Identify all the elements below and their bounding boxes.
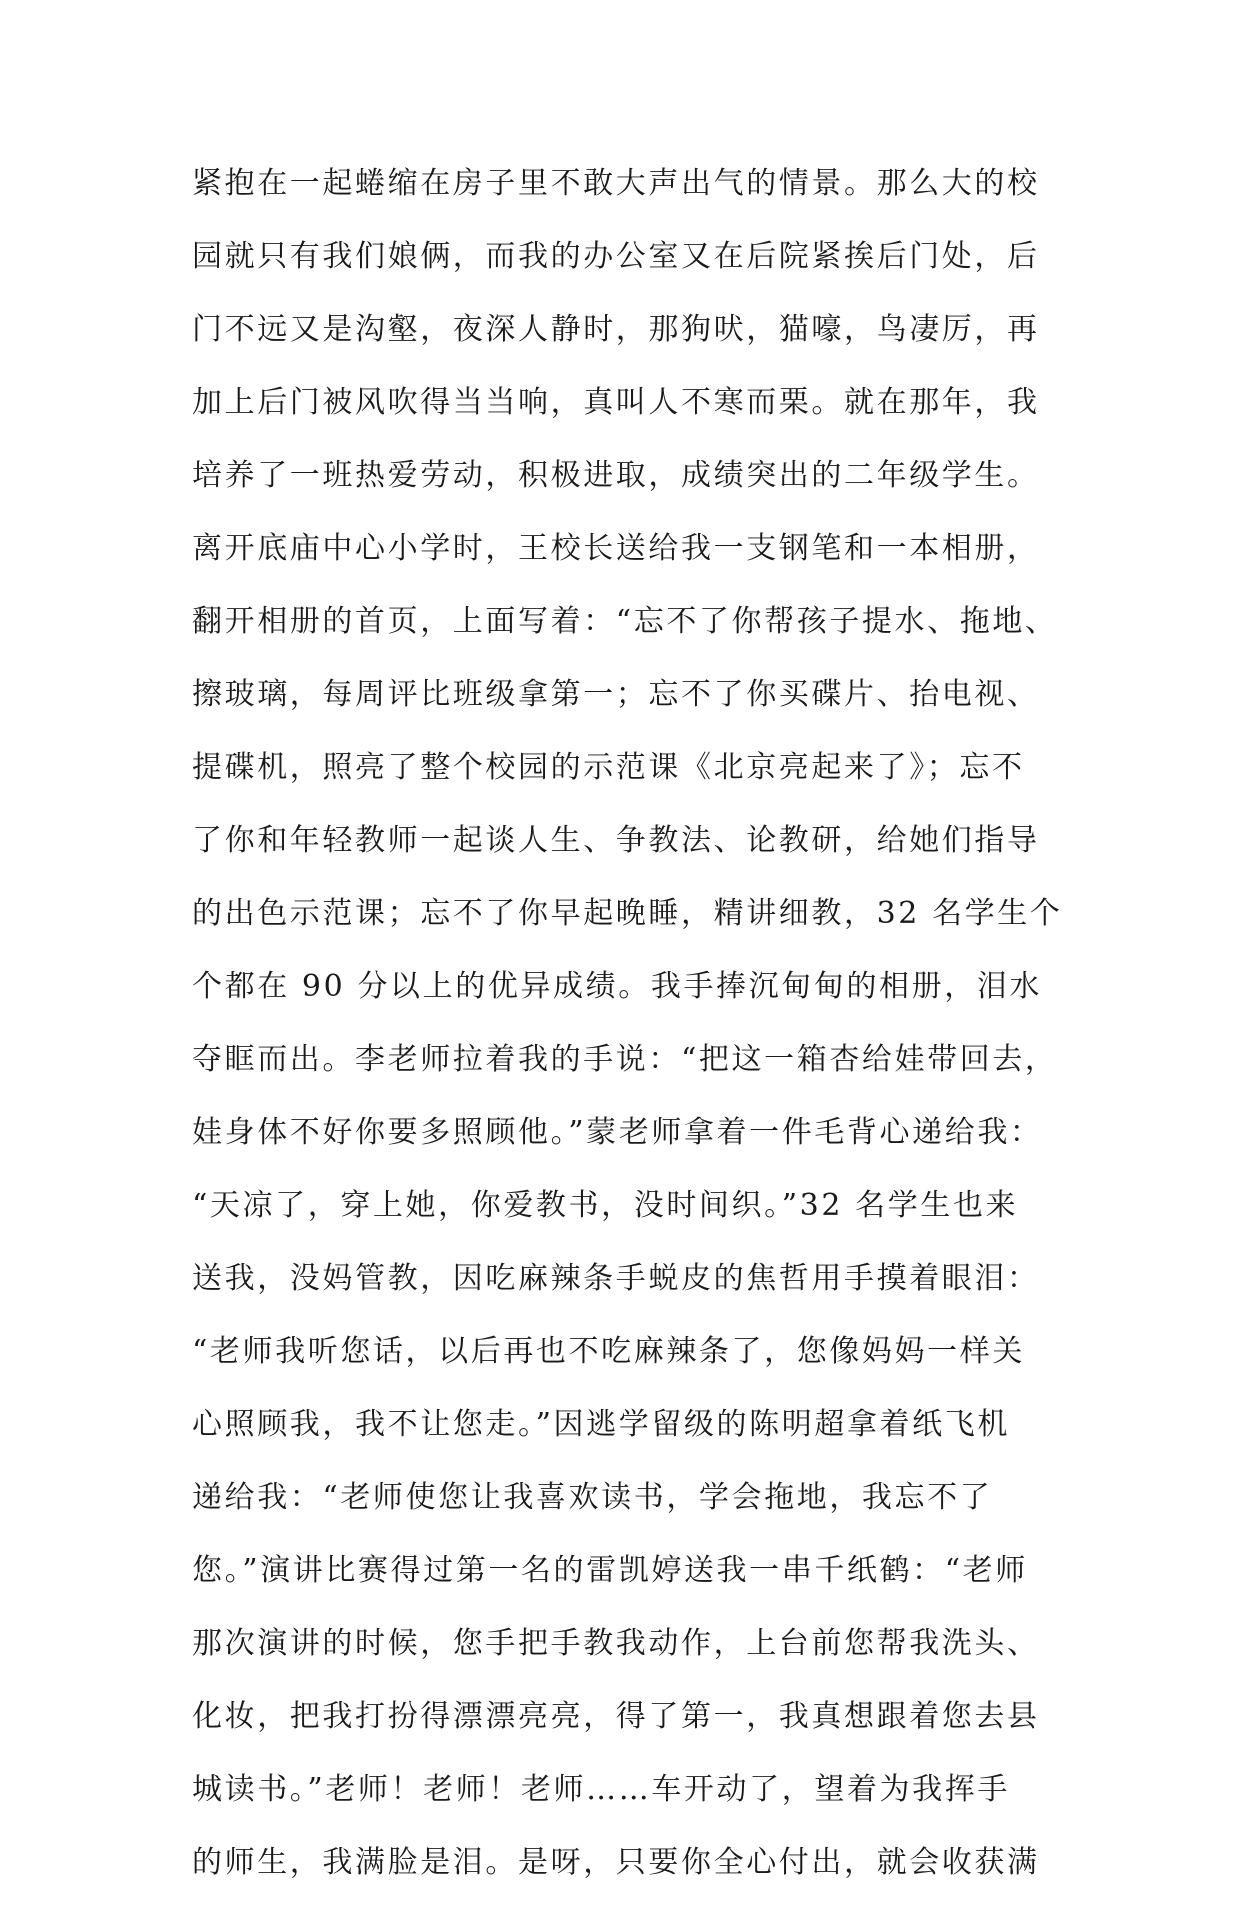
text-line-20: 您。”演讲比赛得过第一名的雷凯婷送我一串千纸鹤：“老师 (192, 1553, 1028, 1588)
text-line-15: “天凉了，穿上她，你爱教书，没时间织。”32 名学生也来 (192, 1188, 1019, 1223)
text-line-9: 提碟机，照亮了整个校园的示范课《北京亮起来了》；忘不 (192, 750, 1025, 785)
text-line-17: “老师我听您话，以后再也不吃麻辣条了，您像妈妈一样关 (192, 1334, 1025, 1369)
text-line-10: 了你和年轻教师一起谈人生、争教法、论教研，给她们指导 (192, 823, 1040, 858)
text-line-11: 的出色示范课；忘不了你早起晚睡，精讲细教，32 名学生个 (192, 896, 1063, 931)
text-line-14: 娃身体不好你要多照顾他。”蒙老师拿着一件毛背心递给我： (192, 1115, 1043, 1150)
text-line-22: 化妆，把我打扮得漂漂亮亮，得了第一，我真想跟着您去县 (192, 1699, 1040, 1734)
text-line-5: 培养了一班热爱劳动，积极进取，成绩突出的二年级学生。 (192, 458, 1040, 493)
text-line-24: 的师生，我满脸是泪。是呀，只要你全心付出，就会收获满 (192, 1845, 1040, 1880)
text-line-6: 离开底庙中心小学时，王校长送给我一支钢笔和一本相册， (192, 531, 1040, 566)
text-line-12: 个都在 90 分以上的优异成绩。我手捧沉甸甸的相册，泪水 (192, 969, 1043, 1004)
text-line-21: 那次演讲的时候，您手把手教我动作，上台前您帮我洗头、 (192, 1626, 1040, 1661)
text-line-18: 心照顾我，我不让您走。”因逃学留级的陈明超拿着纸飞机 (192, 1407, 1010, 1442)
text-line-7: 翻开相册的首页，上面写着：“忘不了你帮孩子提水、拖地、 (192, 604, 1058, 639)
text-line-4: 加上后门被风吹得当当响，真叫人不寒而栗。就在那年，我 (192, 385, 1040, 420)
body-text (192, 166, 1092, 1918)
text-line-19: 递给我：“老师使您让我喜欢读书，学会拖地，我忘不了 (192, 1480, 993, 1515)
text-line-2: 园就只有我们娘俩，而我的办公室又在后院紧挨后门处，后 (192, 239, 1040, 274)
text-line-16: 送我，没妈管教，因吃麻辣条手蜕皮的焦哲用手摸着眼泪： (192, 1261, 1040, 1296)
text-line-13: 夺眶而出。李老师拉着我的手说：“把这一箱杏给娃带回去， (192, 1042, 1058, 1077)
text-line-8: 擦玻璃，每周评比班级拿第一；忘不了你买碟片、抬电视、 (192, 677, 1040, 712)
text-line-3: 门不远又是沟壑，夜深人静时，那狗吠，猫嚎，鸟凄厉，再 (192, 312, 1040, 347)
text-line-23: 城读书。”老师！老师！老师……车开动了，望着为我挥手 (192, 1772, 1010, 1807)
text-line-1: 紧抱在一起蜷缩在房子里不敢大声出气的情景。那么大的校 (192, 166, 1040, 201)
